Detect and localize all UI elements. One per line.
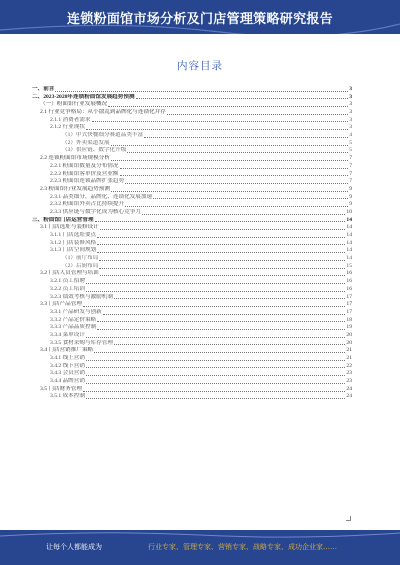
toc-page-number: 7 (349, 155, 352, 162)
toc-entry-text: 3.5.1 成本控制 (50, 393, 85, 400)
toc-leader-dots (86, 337, 345, 338)
toc-leader-dots (127, 152, 348, 153)
toc-page-number: 17 (346, 301, 352, 308)
toc-entry-text: 3.3.2 产品定价策略 (50, 316, 97, 323)
toc-leader-dots (86, 383, 345, 384)
toc-leader-dots (92, 121, 349, 122)
toc-leader-dots (83, 391, 345, 392)
toc-page-number: 17 (346, 293, 352, 300)
toc-page-number: 3 (349, 93, 352, 100)
toc-entry-text: 3.2.1 员工招聘 (50, 278, 85, 285)
toc-entry-text: 2.3.1 品类细分，品牌化、连锁化发展加速 (50, 193, 153, 200)
toc-page-number: 5 (349, 139, 352, 146)
toc-leader-dots (111, 191, 348, 192)
toc-entry[interactable] (32, 278, 352, 286)
toc-page-number: 23 (346, 378, 352, 385)
toc-leader-dots (108, 106, 348, 107)
toc-entry[interactable] (32, 148, 352, 156)
toc-entry[interactable] (32, 271, 352, 279)
toc-leader-dots (55, 91, 348, 92)
toc-entry-text: 二、2023-2028年连锁粉面馆发展趋势预测 (32, 93, 135, 100)
toc-entry[interactable] (32, 347, 352, 355)
toc-entry[interactable] (32, 378, 352, 386)
toc-leader-dots (86, 129, 348, 130)
toc-leader-dots (97, 244, 345, 245)
toc-page-number: 3 (349, 109, 352, 116)
toc-entry[interactable] (32, 255, 352, 263)
toc-leader-dots (86, 398, 345, 399)
toc-leader-dots (86, 367, 345, 368)
toc-entry-text: （2）外卖渠道发展 (62, 139, 110, 146)
document-title: 连锁粉面馆市场分析及门店管理策略研究报告 (66, 12, 333, 27)
toc-leader-dots (86, 375, 345, 376)
toc-page-number: 3 (349, 116, 352, 123)
toc-entry-text: 2.1.2 行业现状 (50, 124, 85, 131)
toc-entry-text: 3.1.2 门店装修风格 (50, 239, 97, 246)
toc-entry[interactable] (32, 332, 352, 340)
toc-page-number: 23 (346, 370, 352, 377)
toc-page-number: 4 (349, 132, 352, 139)
toc-page-number: 14 (346, 255, 352, 262)
toc-entry[interactable] (32, 363, 352, 371)
toc-leader-dots (83, 306, 345, 307)
toc-leader-dots (142, 214, 346, 215)
toc-leader-dots (167, 114, 348, 115)
toc-page-number: 14 (346, 247, 352, 254)
toc-entry-text: 3.3.1 产品研发与创新 (50, 308, 102, 315)
toc-entry-text: 2.3 粉面馆行业发展趋势预测 (40, 185, 110, 192)
toc-entry[interactable] (32, 301, 352, 309)
toc-leader-dots (95, 221, 346, 222)
toc-entry[interactable] (32, 186, 352, 194)
toc-entry-text: 2.2 连锁粉面馆市场规模分析 (40, 155, 110, 162)
toc-entry[interactable] (32, 194, 352, 202)
toc-entry[interactable] (32, 224, 352, 232)
toc-entry[interactable] (32, 355, 352, 363)
toc-entry[interactable] (32, 132, 352, 140)
toc-page-number: 7 (349, 178, 352, 185)
toc-leader-dots (86, 360, 345, 361)
toc-entry-text: 3.2.2 员工培训 (50, 285, 85, 292)
toc-entry[interactable] (32, 394, 352, 402)
toc-entry[interactable] (32, 263, 352, 271)
toc-page-number: 10 (346, 208, 352, 215)
toc-entry[interactable] (32, 178, 352, 186)
toc-leader-dots (100, 229, 346, 230)
page-corner-mark (346, 516, 351, 521)
toc-page-number: 14 (346, 232, 352, 239)
footer-slogan-highlight: 行业专家、管理专家、营销专家、战略专家、成功企业家…… (148, 543, 337, 551)
toc-entry-text: 3.4.3 会员营销 (50, 370, 85, 377)
toc-page-number: 17 (346, 308, 352, 315)
toc-entry[interactable] (32, 209, 352, 217)
toc-entry[interactable] (32, 86, 352, 94)
toc-entry-text: 3.2 门店人员管理与培训 (40, 270, 99, 277)
toc-entry-text: 2.3.3 供应链与数字化成为核心竞争力 (50, 208, 141, 215)
toc-leader-dots (100, 275, 346, 276)
toc-entry[interactable] (32, 286, 352, 294)
toc-entry[interactable] (32, 140, 352, 148)
toc-leader-dots (125, 183, 348, 184)
toc-leader-dots (120, 175, 349, 176)
toc-entry-text: （3）供应链、数字化升级 (62, 147, 127, 154)
toc-leader-dots (103, 314, 346, 315)
toc-entry-text: 3.3 门店产品管理 (40, 301, 82, 308)
toc-page-number: 14 (346, 224, 352, 231)
toc-entry[interactable] (32, 294, 352, 302)
toc-leader-dots (86, 283, 345, 284)
toc-entry-text: 3.3.3 产品品质控制 (50, 324, 97, 331)
toc-leader-dots (97, 321, 345, 322)
toc-entry[interactable] (32, 386, 352, 394)
toc-page-number: 5 (349, 147, 352, 154)
toc-leader-dots (153, 198, 348, 199)
toc-page-number: 7 (349, 170, 352, 177)
toc-entry-text: （一）粉面馆行业发展概况 (40, 101, 108, 108)
toc-entry-text: 3.1.3 门店空间规划 (50, 247, 97, 254)
toc-entry-text: 2.3.2 粉面馆外卖占比持续提升 (50, 201, 125, 208)
toc-leader-dots (125, 206, 348, 207)
toc-page-number: 20 (346, 339, 352, 346)
toc-leader-dots (114, 344, 345, 345)
toc-entry[interactable] (32, 124, 352, 132)
toc-entry[interactable] (32, 240, 352, 248)
footer-slogan-prefix: 让每个人都能成为 (46, 543, 102, 551)
toc-entry-text: 3.5 门店财务管理 (40, 385, 82, 392)
toc-leader-dots (97, 252, 345, 253)
toc-entry[interactable] (32, 163, 352, 171)
toc-entry[interactable] (32, 324, 352, 332)
toc-entry-text: 一、前言 (32, 85, 55, 92)
toc-page-number: 7 (349, 162, 352, 169)
toc-entry-text: 3.4.1 线上营销 (50, 355, 85, 362)
toc-entry-text: （1）前厅布局 (62, 255, 99, 262)
toc-heading: 内容目录 (177, 60, 223, 72)
toc-page-number: 21 (346, 347, 352, 354)
toc-entry[interactable] (32, 201, 352, 209)
toc-page-number: 9 (349, 185, 352, 192)
toc-entry[interactable] (32, 370, 352, 378)
toc-page-number: 9 (349, 193, 352, 200)
toc-entry[interactable] (32, 247, 352, 255)
toc-page-number: 16 (346, 285, 352, 292)
toc-page-number: 3 (349, 85, 352, 92)
toc-leader-dots (94, 352, 345, 353)
toc-entry-text: 2.1.1 消费者需求 (50, 116, 91, 123)
toc-entry[interactable] (32, 117, 352, 125)
toc-entry-text: 2.2.2 粉面馆客单价及营业额 (50, 170, 119, 177)
toc-entry[interactable] (32, 217, 352, 225)
toc-entry[interactable] (32, 317, 352, 325)
toc-entry-text: 3.4 门店营销推广策略 (40, 347, 94, 354)
toc-leader-dots (97, 329, 345, 330)
toc-entry[interactable] (32, 101, 352, 109)
toc-entry-text: （1）中式快餐细分赛道品类丰富 (62, 132, 144, 139)
toc-page-number: 21 (346, 355, 352, 362)
toc-page-number: 22 (346, 362, 352, 369)
toc-leader-dots (120, 168, 349, 169)
toc-page-number: 14 (346, 216, 352, 223)
toc-page-number: 15 (346, 262, 352, 269)
toc-page-number: 16 (346, 270, 352, 277)
toc-leader-dots (136, 98, 349, 99)
toc-leader-dots (97, 237, 345, 238)
toc-entry[interactable] (32, 232, 352, 240)
toc-entry-text: 2.1 行业竞争格局：从小散乱到品牌化与连锁化并存 (40, 109, 166, 116)
toc-leader-dots (144, 137, 348, 138)
toc-entry-text: 2.2.3 粉面馆连锁品牌扩张趋势 (50, 178, 125, 185)
toc-entry-text: 3.3.4 菜单设计 (50, 331, 85, 338)
toc-leader-dots (111, 160, 348, 161)
footer-bar (0, 530, 400, 565)
table-of-contents (32, 86, 352, 401)
toc-entry-text: 3.1 门店选址与装修设计 (40, 224, 99, 231)
header-bar (0, 0, 400, 34)
toc-entry-text: 3.1.1 门店选址要点 (50, 232, 97, 239)
toc-entry-text: （2）后厨布局 (62, 262, 99, 269)
toc-page-number: 18 (346, 316, 352, 323)
toc-entry-text: 三、粉面馆门店运营管理 (32, 216, 94, 223)
toc-entry[interactable] (32, 109, 352, 117)
toc-leader-dots (99, 260, 345, 261)
toc-entry-text: 2.2.1 粉面馆数量及分布情况 (50, 162, 119, 169)
toc-page-number: 9 (349, 201, 352, 208)
toc-entry-text: 3.3.5 食材采购与库存管理 (50, 339, 113, 346)
toc-page-number: 14 (346, 239, 352, 246)
toc-entry-text: 3.4.2 线下营销 (50, 362, 85, 369)
toc-page-number: 24 (346, 393, 352, 400)
toc-leader-dots (86, 291, 345, 292)
toc-leader-dots (114, 298, 345, 299)
toc-page-number: 19 (346, 324, 352, 331)
toc-page-number: 3 (349, 124, 352, 131)
toc-entry[interactable] (32, 155, 352, 163)
toc-page-number: 3 (349, 101, 352, 108)
toc-leader-dots (99, 268, 345, 269)
toc-leader-dots (111, 145, 349, 146)
toc-entry[interactable] (32, 340, 352, 348)
toc-entry[interactable] (32, 94, 352, 102)
toc-entry-text: 3.2.3 绩效考核与激励机制 (50, 293, 113, 300)
toc-entry[interactable] (32, 171, 352, 179)
toc-entry-text: 3.4.4 品牌营销 (50, 378, 85, 385)
toc-page-number: 20 (346, 331, 352, 338)
toc-entry[interactable] (32, 309, 352, 317)
toc-page-number: 16 (346, 278, 352, 285)
toc-page-number: 24 (346, 385, 352, 392)
